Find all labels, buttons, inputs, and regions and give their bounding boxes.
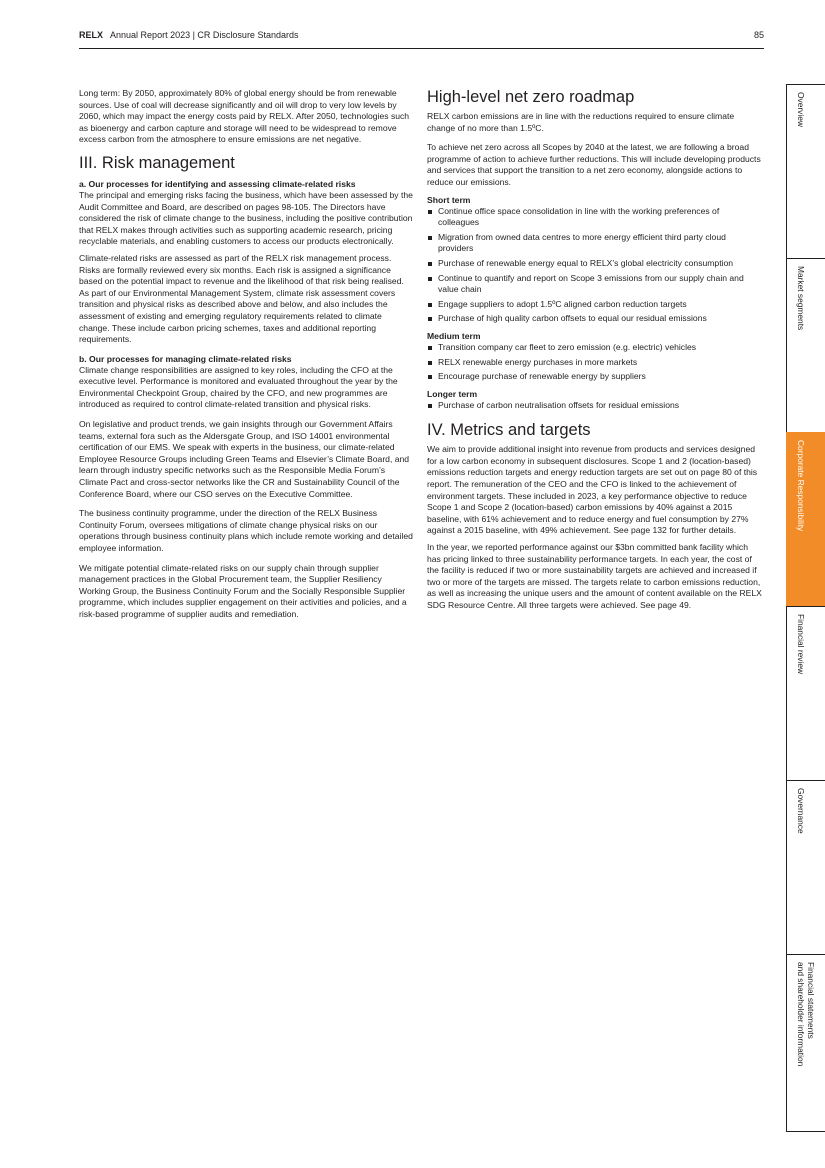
tab-label: Financial review [796, 614, 806, 675]
section-tabs [786, 84, 825, 1132]
report-title: Annual Report 2023 | CR Disclosure Standards [110, 30, 299, 40]
page-number: 85 [753, 30, 764, 40]
identifying-risks-subheading: a. Our processes for identifying and assessing climate-related risks [79, 178, 356, 189]
header-rule [79, 48, 764, 49]
paragraph: On legislative and product trends, we gain insights through our Government Affairs teams, external fora such as the Aldersgate Group, and ISO 14001 environmental certification of our EMS. We speak with experts in the business, our climate-related Employee Resource Groups including Green Teams and Elsevier’s Climate Board, and learn through industry specific networks such as the Responsible Media Forum’s Climate Pact and cross-sector networks like the CR and Sustainability Council of the Conference Board, where our CSO serves on the Executive Committee. [79, 419, 410, 499]
short-term-heading: Short term [427, 194, 471, 205]
paragraph: To achieve net zero across all Scopes by 2040 at the latest, we are following a broad programme of action to achieve further reductions. This will include developing products and services that support the transition to a net zero economy, alongside actions to reduce our emissions. [427, 142, 761, 187]
tab-label: Financial statements and shareholder information [796, 962, 816, 1067]
tab-overview[interactable] [786, 84, 825, 258]
medium-term-list [427, 342, 762, 383]
tab-market-segments[interactable] [786, 258, 825, 432]
metrics-targets-heading: IV. Metrics and targets [427, 421, 591, 440]
paragraph: The principal and emerging risks facing the business, which have been assessed by the Audit Committee and Board, are described on pages 98-105. The Directors have considered the risk of climate change to the business, including the positive contribution that RELX makes through activities such as supporting academic research, pricing recyclable materials, and enabling customers to access our products electronically. [79, 189, 413, 247]
risk-management-heading: III. Risk management [79, 153, 235, 172]
longer-term-heading: Longer term [427, 388, 478, 399]
short-term-list [427, 206, 762, 325]
long-term-paragraph: Long term: By 2050, approximately 80% of global energy should be from renewable sources. Use of coal will decrease significantly and oil will drop to very low levels by 2060, which may impact the energy costs paid by RELX. After 2050, technologies such as bioenergy and carbon capture and storage will need to be widespread to remove excess carbon from the atmosphere to ensure emissions are net negative. [79, 88, 410, 145]
tab-label: Overview [796, 92, 806, 127]
paragraph: The business continuity programme, under the direction of the RELX Business Continuity Forum, oversees mitigations of climate change physical risks on our operations through business continuity plans which include remote working and detailed employee information. [79, 508, 413, 553]
list-item: Transition company car fleet to zero emission (e.g. electric) vehicles [427, 342, 762, 354]
list-item: Purchase of renewable energy equal to RELX’s global electricity consumption [427, 258, 762, 270]
list-item: Encourage purchase of renewable energy by suppliers [427, 371, 762, 383]
list-item: Migration from owned data centres to more energy efficient third party cloud providers [427, 232, 762, 255]
tab-label: Governance [796, 788, 806, 834]
tab-financial-statements[interactable] [786, 954, 825, 1132]
paragraph: We aim to provide additional insight into revenue from products and services designed for a low carbon economy in subsequent disclosures. Scope 1 and 2 (location-based) emissions reduction targets and energy reduction targets are set out on page 80 of this report. The remuneration of the CEO and the CFO is linked to the achievement of environment targets. These included in 2023, a key performance objective to reduce Scope 1 and Scope 2 (location-based) carbon emissions by 40% against a 2015 baseline, with 61% achievement and to reduce energy and fuel consumption by 27% against a 2015 baseline, with 49% achievement. See page 132 for further details. [427, 444, 758, 536]
tab-label: Corporate Responsibility [796, 440, 806, 532]
list-item: Purchase of high quality carbon offsets to equal our residual emissions [427, 313, 762, 325]
tab-governance[interactable] [786, 780, 825, 954]
paragraph: RELX carbon emissions are in line with the reductions required to ensure climate change of no more than 1.5ºC. [427, 111, 735, 133]
brand-name: RELX [79, 30, 104, 40]
list-item: Continue office space consolidation in line with the working preferences of colleagues [427, 206, 762, 229]
tab-label: Market segments [796, 266, 806, 331]
medium-term-heading: Medium term [427, 330, 481, 341]
paragraph: In the year, we reported performance against our $3bn committed bank facility which has pricing linked to three sustainability performance targets. In each year, the cost of the facility is reduced if two or more sustainability targets are achieved and increased if two or more of the targets are missed. The targets relate to carbon emissions reduction, as well as increasing the unique users and the amount of content available on the RELX SDG Resource Centre. All three targets were achieved. See page 49. [427, 542, 762, 610]
left-column [79, 88, 414, 626]
net-zero-roadmap-heading: High-level net zero roadmap [427, 88, 635, 106]
page-header [79, 30, 764, 46]
list-item: Purchase of carbon neutralisation offsets for residual emissions [427, 400, 762, 412]
managing-risks-subheading: b. Our processes for managing climate-related risks [79, 353, 292, 364]
tab-financial-review[interactable] [786, 606, 825, 780]
list-item: Engage suppliers to adopt 1.5ºC aligned carbon reduction targets [427, 299, 762, 311]
right-column [427, 88, 762, 617]
paragraph: Climate change responsibilities are assigned to key roles, including the CFO at the executive level. Performance is monitored and evaluated throughout the year by the Environmental Checkpoint Group, chaired by the CFO, and new programmes are introduced as required to control climate-related transition and physical risks. [79, 364, 398, 410]
paragraph: Climate-related risks are assessed as part of the RELX risk management process. Risks are formally reviewed every six months. Each risk is assigned a significance based on the potential impact to revenue and the likelihood of that risk being realised. As part of our Environmental Management System, climate risk assessment covers transition and physical risks as described above and below, and also includes the assessment of existing and emerging regulatory requirements related to climate change. These include carbon pricing schemes, taxes and additional reporting requirements. [79, 252, 404, 345]
longer-term-list [427, 400, 762, 412]
list-item: Continue to quantify and report on Scope 3 emissions from our supply chain and value chain [427, 273, 762, 296]
tab-corporate-responsibility[interactable] [786, 432, 825, 606]
list-item: RELX renewable energy purchases in more markets [427, 357, 762, 369]
paragraph: We mitigate potential climate-related risks on our supply chain through supplier management practices in the Global Procurement team, the Supplier Resiliency Working Group, the Business Continuity Forum and the Socially Responsible Supplier programme, which includes supplier engagement on their activities and policies, and a risk-based programme of supplier audits and remediation. [79, 562, 407, 619]
